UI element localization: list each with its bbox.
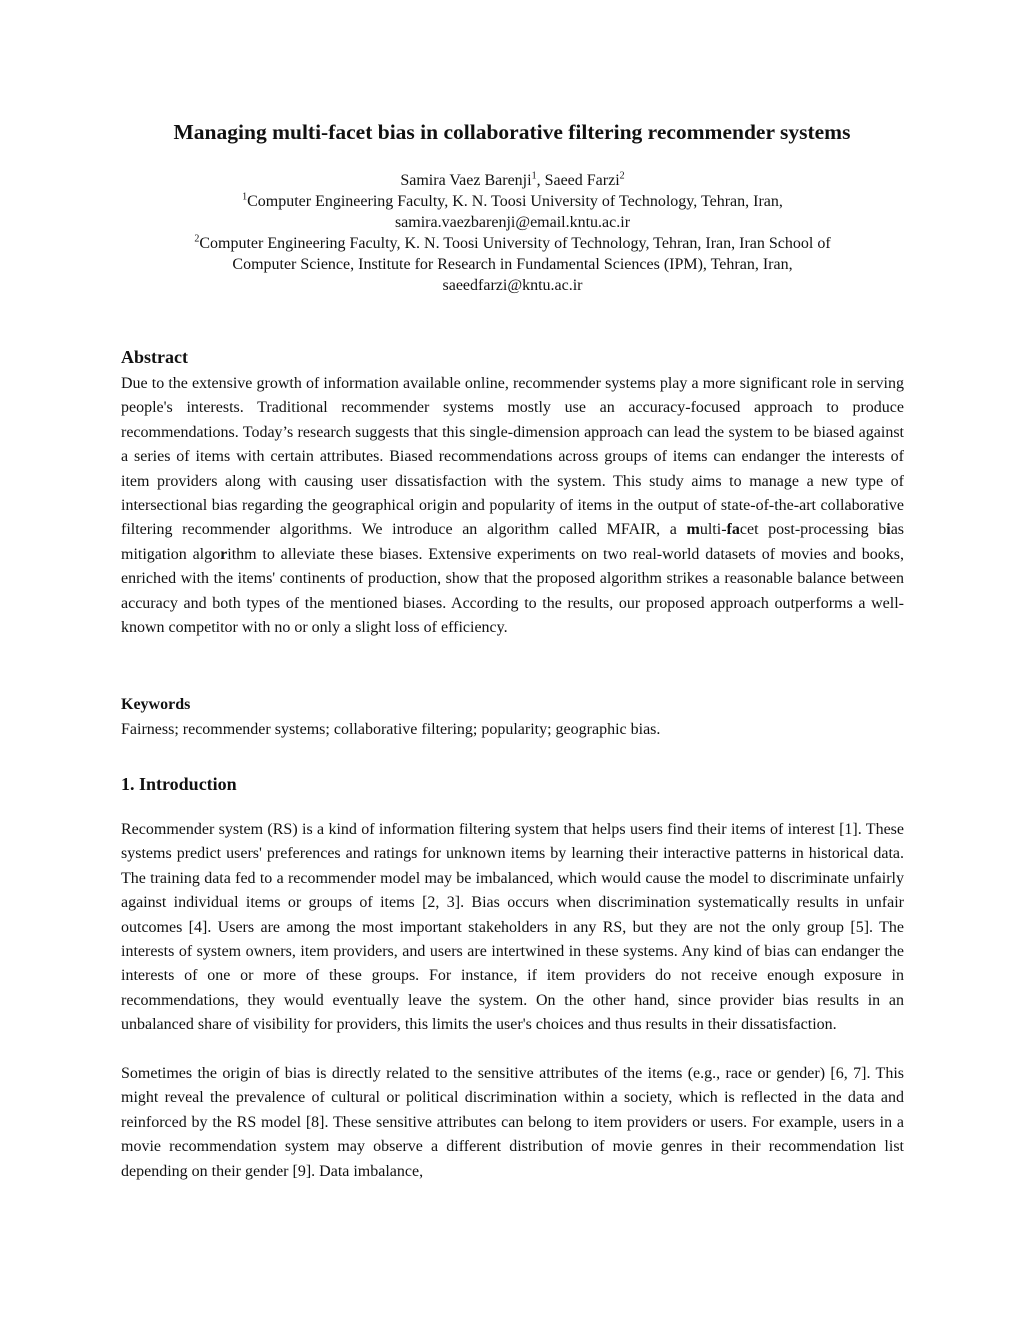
abstract-heading: Abstract bbox=[121, 347, 188, 367]
acronym-letter: fa bbox=[726, 521, 740, 539]
keywords-list: Fairness; recommender systems; collaborative filtering; popularity; geographic bias. bbox=[121, 721, 661, 738]
abstract-text: Due to the extensive growth of information available online, recommender systems play a more significant role in serving people's interests. Traditional recommender systems mostly use an accuracy-focused approach to produce recommendations. Today’s research suggests that this single-dimension approach can lead the system to be biased against a series of items with certain attributes. Biased recommendations across groups of items can endanger the interests of item providers along with causing user dissatisfaction with the system. This study aims to manage a new type of intersectional bias regarding the geographical origin and popularity of items in the output of state-of-the-art collaborative filtering recommender algorithms. We introduce an algorithm called MFAIR, a bbox=[121, 375, 904, 539]
introduction-paragraph: Recommender system (RS) is a kind of information filtering system that helps users find their items of interest [1]. These systems predict users' preferences and ratings for unknown items by learning their interactive patterns in historical data. The training data fed to a recommender model may be imbalanced, which would cause the model to discriminate unfairly against individual items or groups of items [2, 3]. Bias occurs when discrimination systematically results in unfair outcomes [4]. Users are among the most important stakeholders in any RS, but they are not the only group [5]. The interests of system owners, item providers, and users are intertwined in these systems. Any kind of bias can endanger the interests of one or more of these groups. For instance, if item providers do not receive enough exposure in recommendations, they would eventually leave the system. On the other hand, since provider bias results in an unbalanced share of visibility for providers, this limits the user's choices and thus results in their dissatisfaction. bbox=[121, 821, 904, 1034]
acronym-text: cet post-processing b bbox=[739, 521, 887, 539]
introduction-heading: 1. Introduction bbox=[121, 774, 237, 794]
acronym-text: ulti- bbox=[699, 521, 727, 539]
keywords-heading: Keywords bbox=[121, 696, 191, 713]
affiliation-marker: 2 bbox=[619, 170, 625, 182]
abstract-text: to alleviate these biases. Extensive experiments on two real-world datasets of movies and books, enriched with the items' continents of production, show that the proposed algorithm strikes a reasonable balance between accuracy and both types of the mentioned biases. According to the results, our proposed approach outperforms a well-known competitor with no or only a slight loss of efficiency. bbox=[121, 545, 904, 637]
acronym-letter: r bbox=[220, 545, 228, 563]
acronym-text: ithm bbox=[227, 545, 257, 563]
affiliation-text: Computer Engineering Faculty, K. N. Toosi University of Technology, Tehran, Iran, Iran School of bbox=[199, 235, 831, 252]
abstract-body bbox=[121, 372, 904, 640]
author-block bbox=[61, 170, 964, 296]
acronym-letter: m bbox=[686, 521, 700, 539]
affiliation-line bbox=[61, 191, 964, 212]
affiliation-line: Computer Science, Institute for Research in Fundamental Sciences (IPM), Tehran, Iran, bbox=[232, 256, 793, 273]
introduction-paragraph: Sometimes the origin of bias is directly related to the sensitive attributes of the items (e.g., race or gender) [6, 7]. This might reveal the prevalence of cultural or political discrimination within a society, which is reflected in the data and reinforced by the RS model [8]. These sensitive attributes can belong to item providers or users. For example, users in a movie recommendation system may observe a different distribution of movie genres in their recommendation list depending on their gender [9]. Data imbalance, bbox=[121, 1065, 904, 1180]
paper-title: Managing multi-facet bias in collaborative filtering recommender systems bbox=[173, 120, 851, 144]
author-separator: , bbox=[536, 172, 545, 189]
affiliation-marker: 1 bbox=[242, 191, 248, 203]
acronym-letter: i bbox=[886, 521, 891, 539]
author-name: Samira Vaez Barenji bbox=[400, 172, 532, 189]
author-email: samira.vaezbarenji@email.kntu.ac.ir bbox=[394, 214, 631, 231]
author-email: saeedfarzi@kntu.ac.ir bbox=[442, 277, 583, 294]
affiliation-marker: 1 bbox=[531, 170, 537, 182]
affiliation-line bbox=[61, 233, 964, 254]
author-line bbox=[61, 170, 964, 191]
acronym-text: as mitigation algo bbox=[121, 521, 905, 563]
author-name: Saeed Farzi bbox=[544, 172, 620, 189]
affiliation-text: Computer Engineering Faculty, K. N. Toosi University of Technology, Tehran, Iran, bbox=[247, 193, 783, 210]
affiliation-marker: 2 bbox=[194, 233, 200, 245]
